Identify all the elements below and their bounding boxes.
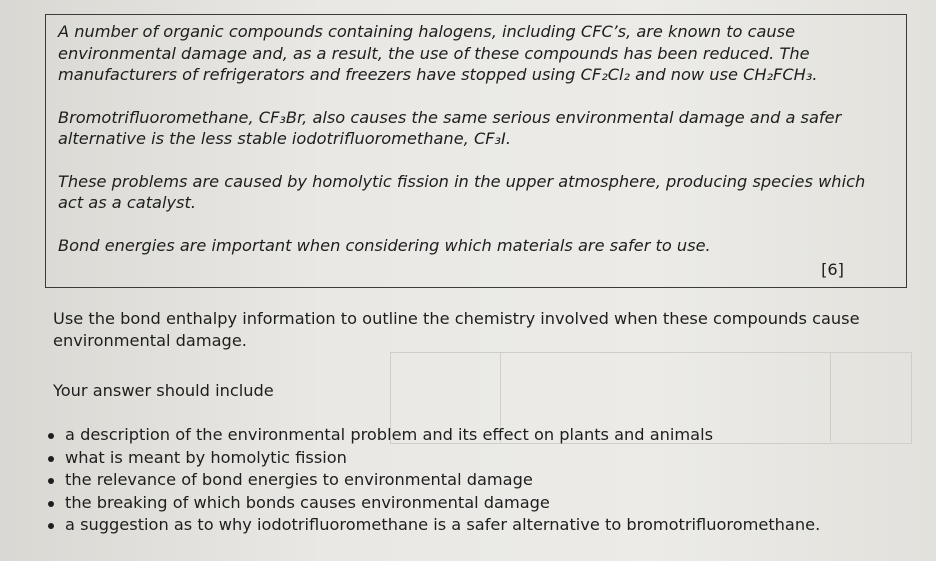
bullet-list xyxy=(45,424,820,537)
context-paragraph-2: Bromotrifluoromethane, CF₃Br, also causes the same serious environmental damage and a safer alternative is the less stable iodotrifluoromethane, CF₃I. xyxy=(58,107,842,148)
include-label: Your answer should include xyxy=(53,381,274,400)
list-item xyxy=(45,424,820,447)
bullet-icon xyxy=(48,501,54,507)
list-item xyxy=(45,514,820,537)
bullet-icon xyxy=(48,456,54,462)
question-text: Use the bond enthalpy information to outline the chemistry involved when these compounds cause environmental damage. xyxy=(53,309,860,350)
bullet-text: the relevance of bond energies to environmental damage xyxy=(65,470,533,490)
bullet-icon xyxy=(48,523,54,529)
context-paragraph-1: A number of organic compounds containing halogens, including CFC’s, are known to cause environmental damage and, as a result, the use of these compounds has been reduced. The manufacturers of refrigerators and freezers have stopped using CF₂Cl₂ and now use CH₂FCH₃. xyxy=(58,22,818,84)
bullet-text: the breaking of which bonds causes environmental damage xyxy=(65,492,550,512)
bullet-icon xyxy=(48,478,54,484)
list-item xyxy=(45,447,820,470)
bullet-text: what is meant by homolytic fission xyxy=(65,447,347,467)
context-paragraph-4: Bond energies are important when considering which materials are safer to use. xyxy=(58,235,711,255)
context-box xyxy=(45,14,907,288)
context-paragraph-3: These problems are caused by homolytic fission in the upper atmosphere, producing species which act as a catalyst. xyxy=(58,171,866,212)
faint-table-line xyxy=(830,352,831,442)
bullet-icon xyxy=(48,433,54,439)
list-item xyxy=(45,492,820,515)
bullet-text: a suggestion as to why iodotrifluoromethane is a safer alternative to bromotrifluoromethane. xyxy=(65,515,821,535)
bullet-text: a description of the environmental problem and its effect on plants and animals xyxy=(65,425,714,444)
list-item xyxy=(45,469,820,492)
marks-label: [6] xyxy=(821,259,844,279)
